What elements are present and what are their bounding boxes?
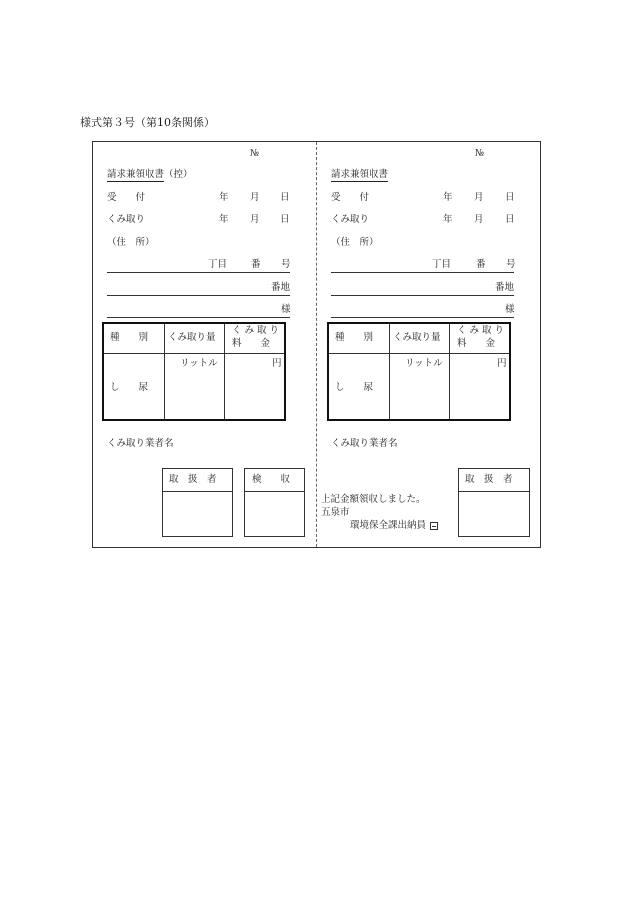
handler-label: 取 扱 者: [169, 474, 217, 485]
banchi-label: 番地: [271, 282, 291, 293]
table-header-type: 種 別: [110, 332, 149, 343]
chome-label: 丁目: [432, 259, 452, 270]
sama-label: 様: [505, 304, 515, 315]
cut-line: [316, 142, 317, 547]
address-line-2: [107, 295, 290, 296]
table-header-fee-2: 料 金: [457, 338, 496, 349]
table-header-fee-2: 料 金: [232, 338, 271, 349]
slip-heading: [107, 170, 193, 180]
name-line: [331, 317, 514, 318]
item-nightsoil: し 尿: [110, 382, 149, 393]
slip-heading-text: 請求兼領収書: [331, 169, 389, 180]
reception-year: 年: [219, 192, 229, 203]
slip-heading-text: 請求兼領収書: [107, 169, 165, 180]
banchi-label: 番地: [495, 282, 515, 293]
table-header-amount: くみ取り量: [393, 332, 441, 343]
reception-day: 日: [505, 192, 515, 203]
table-header-fee-1: く み 取 り: [232, 325, 280, 336]
table-header-type: 種 別: [335, 332, 374, 343]
collection-month: 月: [250, 214, 260, 225]
address-line-1: [107, 272, 290, 273]
operator-name-label: くみ取り業者名: [331, 438, 398, 449]
reception-year: 年: [443, 192, 453, 203]
handler-label: 取 扱 者: [465, 474, 513, 485]
item-nightsoil: し 尿: [335, 382, 374, 393]
unit-yen: 円: [497, 358, 507, 369]
name-line: [107, 317, 290, 318]
form-title: 様式第３号（第10条関係）: [80, 116, 215, 129]
collection-day: 日: [280, 214, 290, 225]
cashier-line: [350, 521, 438, 531]
cashier-title: 環境保全課出納員: [350, 520, 427, 531]
sama-label: 様: [281, 304, 291, 315]
reception-label: 受 付: [107, 192, 146, 203]
no-label: №: [250, 148, 259, 159]
address-label: （住 所）: [107, 237, 155, 248]
unit-yen: 円: [272, 358, 282, 369]
unit-liter: リットル: [180, 358, 218, 369]
slip-heading: [331, 170, 388, 180]
reception-day: 日: [280, 192, 290, 203]
ban-label: 番: [476, 259, 486, 270]
collection-year: 年: [219, 214, 229, 225]
operator-name-label: くみ取り業者名: [107, 438, 174, 449]
slip-heading-suffix: （控）: [164, 169, 193, 180]
reception-month: 月: [474, 192, 484, 203]
go-label: 号: [506, 259, 516, 270]
unit-liter: リットル: [405, 358, 443, 369]
collection-label: くみ取り: [107, 214, 146, 225]
go-label: 号: [281, 259, 291, 270]
reception-month: 月: [250, 192, 260, 203]
city-name: 五泉市: [321, 507, 350, 518]
table-header-fee-1: く み 取 り: [457, 325, 505, 336]
address-line-2: [331, 295, 514, 296]
chome-label: 丁目: [208, 259, 228, 270]
received-statement: 上記金額領収しました。: [321, 494, 426, 505]
address-line-1: [331, 272, 514, 273]
seal-icon: [430, 522, 438, 530]
address-label: （住 所）: [331, 237, 379, 248]
collection-year: 年: [443, 214, 453, 225]
inspection-label: 検 収: [252, 474, 291, 485]
reception-label: 受 付: [331, 192, 370, 203]
collection-day: 日: [505, 214, 515, 225]
table-header-amount: くみ取り量: [168, 332, 216, 343]
collection-label: くみ取り: [331, 214, 370, 225]
collection-month: 月: [474, 214, 484, 225]
no-label: №: [475, 148, 484, 159]
ban-label: 番: [251, 259, 261, 270]
